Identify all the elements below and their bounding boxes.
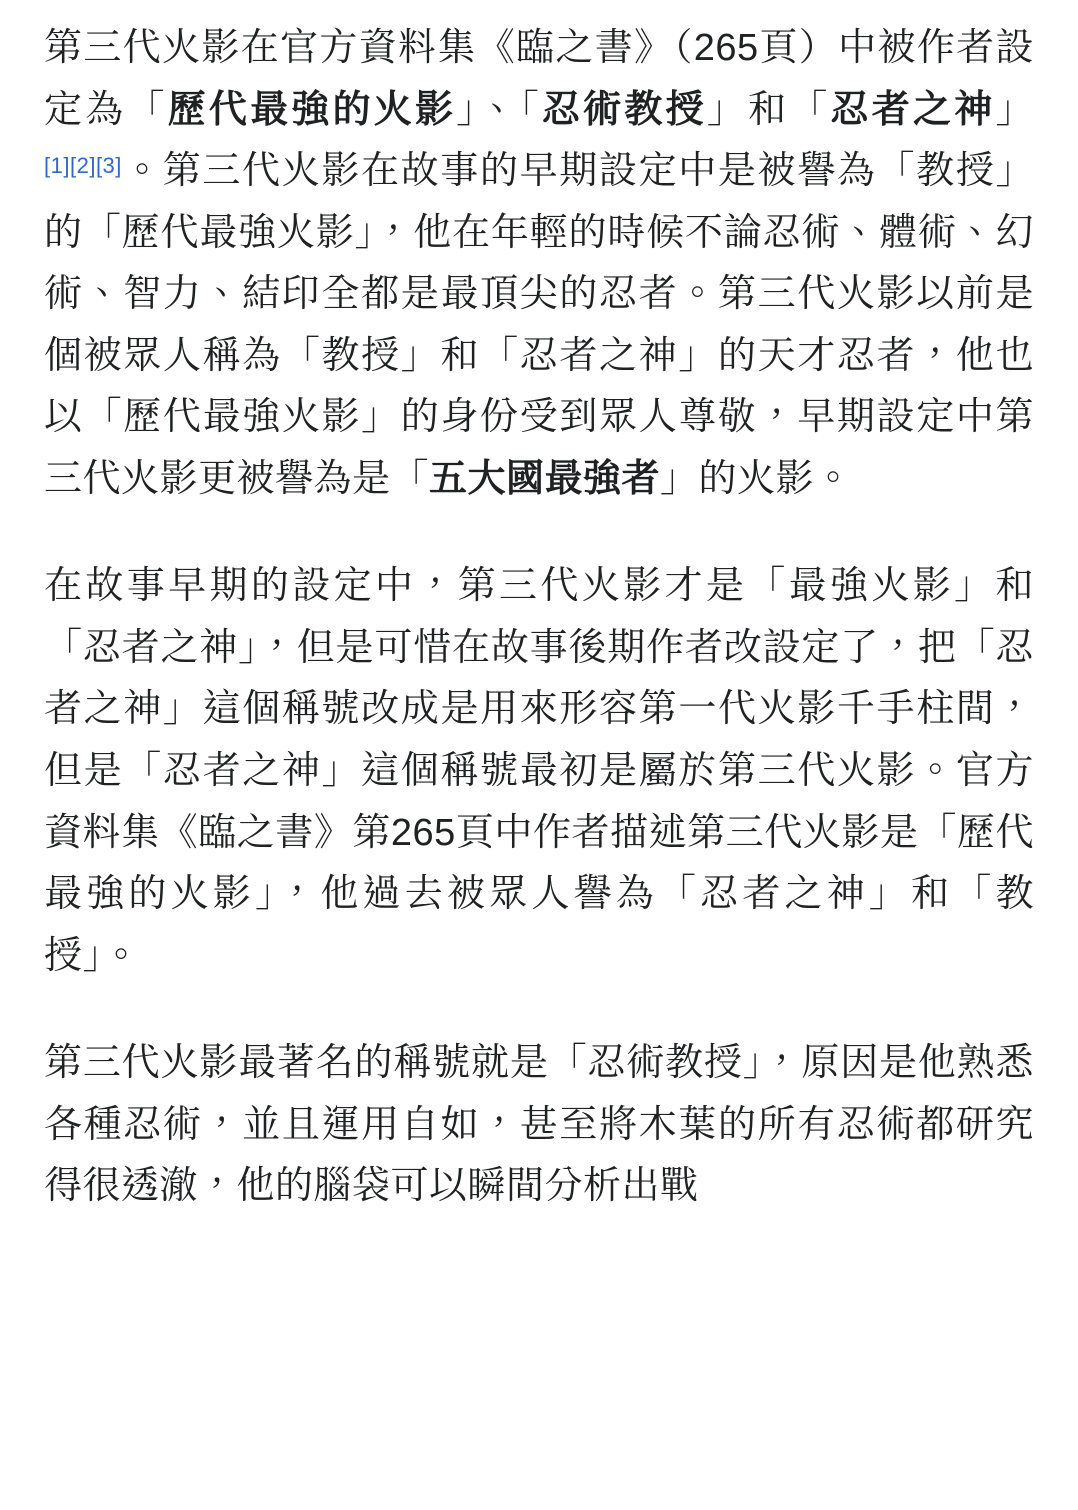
emphasis-text: 五大國最強者 [429, 457, 661, 500]
reference-link-1[interactable]: [1] [44, 153, 70, 179]
reference-link-2[interactable]: [2] [69, 153, 96, 179]
paragraph-1 [44, 18, 1034, 510]
body-text: 」的火影。 [660, 457, 853, 500]
body-text: 」、「 [456, 88, 542, 131]
reference-link-3[interactable]: [3] [95, 153, 122, 179]
emphasis-text: 忍者之神 [830, 88, 996, 131]
body-text: 」 [995, 88, 1034, 131]
body-text: 」和「 [706, 88, 831, 131]
body-text: 在故事早期的設定中，第三代火影才是「最強火影」和「忍者之神」，但是可惜在故事後期作者改設定了，把「忍者之神」這個稱號改成是用來形容第一代火影千手柱間，但是「忍者之神」這個稱號最初是屬於第三代火影。官方資料集《臨之書》第265頁中作者描述第三代火影是「歷代最強的火影」，他過去被眾人譽為「忍者之神」和「教授」。 [44, 565, 1034, 977]
emphasis-text: 歷代最強的火影 [167, 88, 457, 131]
paragraph-list [44, 18, 1034, 1218]
reference-group [44, 150, 122, 192]
paragraph-2 [44, 556, 1034, 987]
body-text: 第三代火影最著名的稱號就是「忍術教授」，原因是他熟悉各種忍術，並且運用自如，甚至將木葉的所有忍術都研究得很透澈，他的腦袋可以瞬間分析出戰 [44, 1042, 1034, 1208]
body-text: 第三代火影在官方資料集《臨之書》（265頁）中被作者設定為「 [44, 27, 1034, 131]
emphasis-text: 忍術教授 [541, 88, 707, 131]
paragraph-3 [44, 1033, 1034, 1218]
body-text: 。第三代火影在故事的早期設定中是被譽為「教授」的「歷代最強火影」，他在年輕的時候不論忍術、體術、幻術、智力、結印全都是最頂尖的忍者。第三代火影以前是個被眾人稱為「教授」和「忍者之神」的天才忍者，他也以「歷代最強火影」的身份受到眾人尊敬，早期設定中第三代火影更被譽為是「 [44, 150, 1034, 500]
